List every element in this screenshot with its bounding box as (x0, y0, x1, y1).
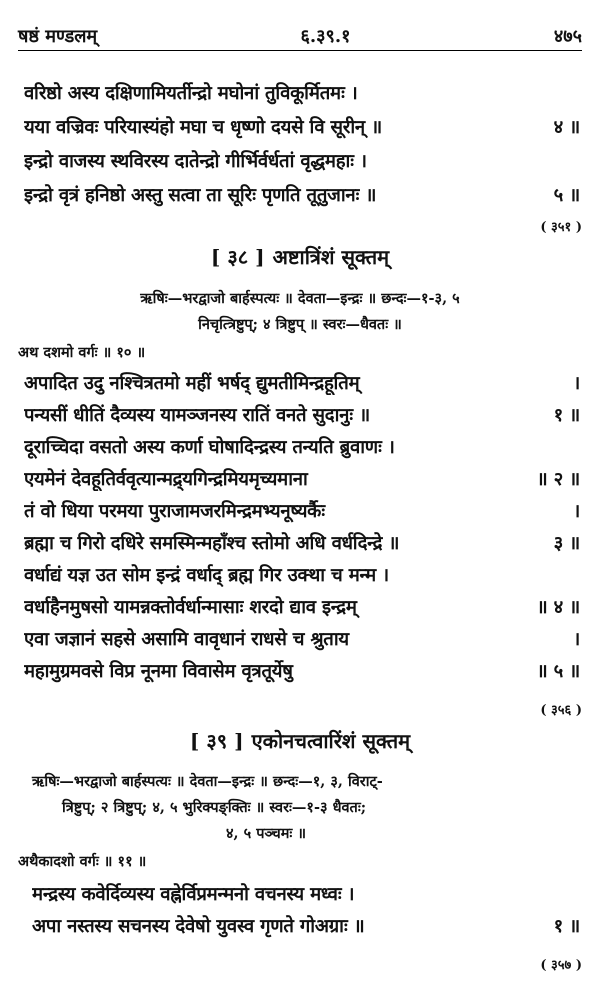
cumulative-count: ( ३५७ ) (540, 958, 582, 973)
sukta-number: [ ३९ ] (189, 729, 244, 753)
rishi-devata-line: ऋषिः—भरद्वाजो बार्हस्पत्यः ॥ देवता—इन्द्रः ॥ छन्दः—१, ३, विराट्- (32, 773, 383, 790)
sukta-title (0, 243, 600, 270)
verse-number: ॥ ५ ॥ (536, 661, 580, 682)
verse-number: । (573, 373, 580, 394)
rishi-devata-line: ऋषिः—भरद्वाजो बार्हस्पत्यः ॥ देवता—इन्द्रः ॥ छन्दः—१-३, ५ (140, 290, 460, 307)
verse-line (32, 881, 580, 906)
verse-number: १ ॥ (553, 405, 580, 426)
verse-line (24, 562, 580, 587)
sukta-number: [ ३८ ] (210, 245, 265, 269)
varga-heading: अथैकादशो वर्गः ॥ ११ ॥ (18, 853, 147, 870)
chhanda-line: निचृत्त्रिष्टुप्; ४ त्रिष्टुप् ॥ स्वरः—धैवतः ॥ (198, 316, 402, 333)
verse-line (24, 594, 580, 619)
verse-line (24, 402, 580, 427)
verse-line (24, 658, 580, 683)
verse-line (24, 370, 580, 395)
verse-number: ॥ ४ ॥ (536, 597, 580, 618)
verse-number: ३ ॥ (553, 533, 580, 554)
verse-text: एयमेनं देवहूतिर्ववृत्यान्मद्र्यगिन्द्रमियमृच्यमाना (24, 469, 308, 490)
verse-line (24, 114, 580, 139)
verse-text: एवा जज्ञानं सहसे असामि वावृधानं राधसे च श्रुताय (24, 629, 349, 650)
verse-line (24, 498, 580, 523)
header-page-number: ४७५ (553, 26, 582, 47)
verse-text: तं वो धिया परमया पुराजामजरमिन्द्रमभ्यनूष्यर्कैः (24, 501, 325, 522)
page-header (18, 22, 582, 51)
sukta-name: एकोनचत्वारिंशं सूक्तम् (251, 729, 411, 753)
verse-number: । (573, 629, 580, 650)
sukta-name: अष्टात्रिंशं सूक्तम् (272, 245, 390, 269)
verse-line (24, 626, 580, 651)
verse-line (32, 913, 580, 938)
verse-text: इन्द्रो वृत्रं हनिष्ठो अस्तु सत्वा ता सूरिः पृणति तूतुजानः ॥ (24, 185, 377, 206)
verse-text: यया वज्रिवः परियास्यंहो मघा च धृष्णो दयसे वि सूरीन् ॥ (24, 117, 382, 138)
varga-heading: अथ दशमो वर्गः ॥ १० ॥ (18, 344, 146, 361)
chhanda-line: त्रिष्टुप्; २ त्रिष्टुप्; ४, ५ भुरिक्पङ्क्तिः ॥ स्वरः—१-३ धैवतः; (62, 799, 367, 816)
verse-text: पन्यसीं धीतिं दैव्यस्य यामञ्जनस्य रातिं वनते सुदानुः ॥ (24, 405, 370, 426)
verse-number: ५ ॥ (553, 185, 580, 206)
verse-text: वर्धाद्यं यज्ञ उत सोम इन्द्रं वर्धाद् ब्रह्म गिर उक्था च मन्म । (24, 565, 389, 586)
verse-text: महामुग्रमवसे विप्र नूनमा विवासेम वृत्रतूर्येषु (24, 661, 293, 682)
verse-text: वरिष्ठो अस्य दक्षिणामियर्तीन्द्रो मघोनां तुविकूर्मितमः । (24, 83, 358, 104)
verse-number: १ ॥ (553, 916, 580, 937)
verse-line (24, 148, 580, 173)
verse-text: दूराच्चिदा वसतो अस्य कर्णा घोषादिन्द्रस्य तन्यति ब्रुवाणः । (24, 437, 395, 458)
verse-line (24, 530, 580, 555)
verse-text: इन्द्रो वाजस्य स्थविरस्य दातेन्द्रो गीर्भिर्वर्धतां वृद्धमहाः । (24, 151, 367, 172)
verse-line (24, 466, 580, 491)
sukta-title (0, 727, 600, 754)
header-verse-reference: ६.३९.१ (300, 26, 351, 47)
verse-line (24, 182, 580, 207)
verse-number: ॥ २ ॥ (536, 469, 580, 490)
verse-text: ब्रह्मा च गिरो दधिरे समस्मिन्महाँश्च स्तोमो अधि वर्धदिन्द्रे ॥ (24, 533, 400, 554)
verse-line (24, 434, 580, 459)
verse-text: अपादित उदु नश्चित्रतमो महीं भर्षद् द्युमतीमिन्द्रहूतिम् (24, 373, 360, 394)
verse-number: ४ ॥ (553, 117, 580, 138)
header-chapter-title: षष्ठं मण्डलम् (18, 26, 98, 47)
verse-text: अपा नस्तस्य सचनस्य देवेषो युवस्व गृणते गोअग्राः ॥ (32, 916, 365, 937)
cumulative-count: ( ३५१ ) (540, 220, 582, 235)
verse-text: वर्धाहैनमुषसो यामन्नक्तोर्वर्धान्मासाः शरदो द्याव इन्द्रम् (24, 597, 357, 618)
verse-line (24, 80, 580, 105)
svara-line: ४, ५ पञ्चमः ॥ (226, 825, 307, 842)
verse-number: । (573, 501, 580, 522)
cumulative-count: ( ३५६ ) (540, 703, 582, 718)
verse-text: मन्द्रस्य कवेर्दिव्यस्य वह्नेर्विप्रमन्मनो वचनस्य मध्वः । (32, 884, 355, 905)
